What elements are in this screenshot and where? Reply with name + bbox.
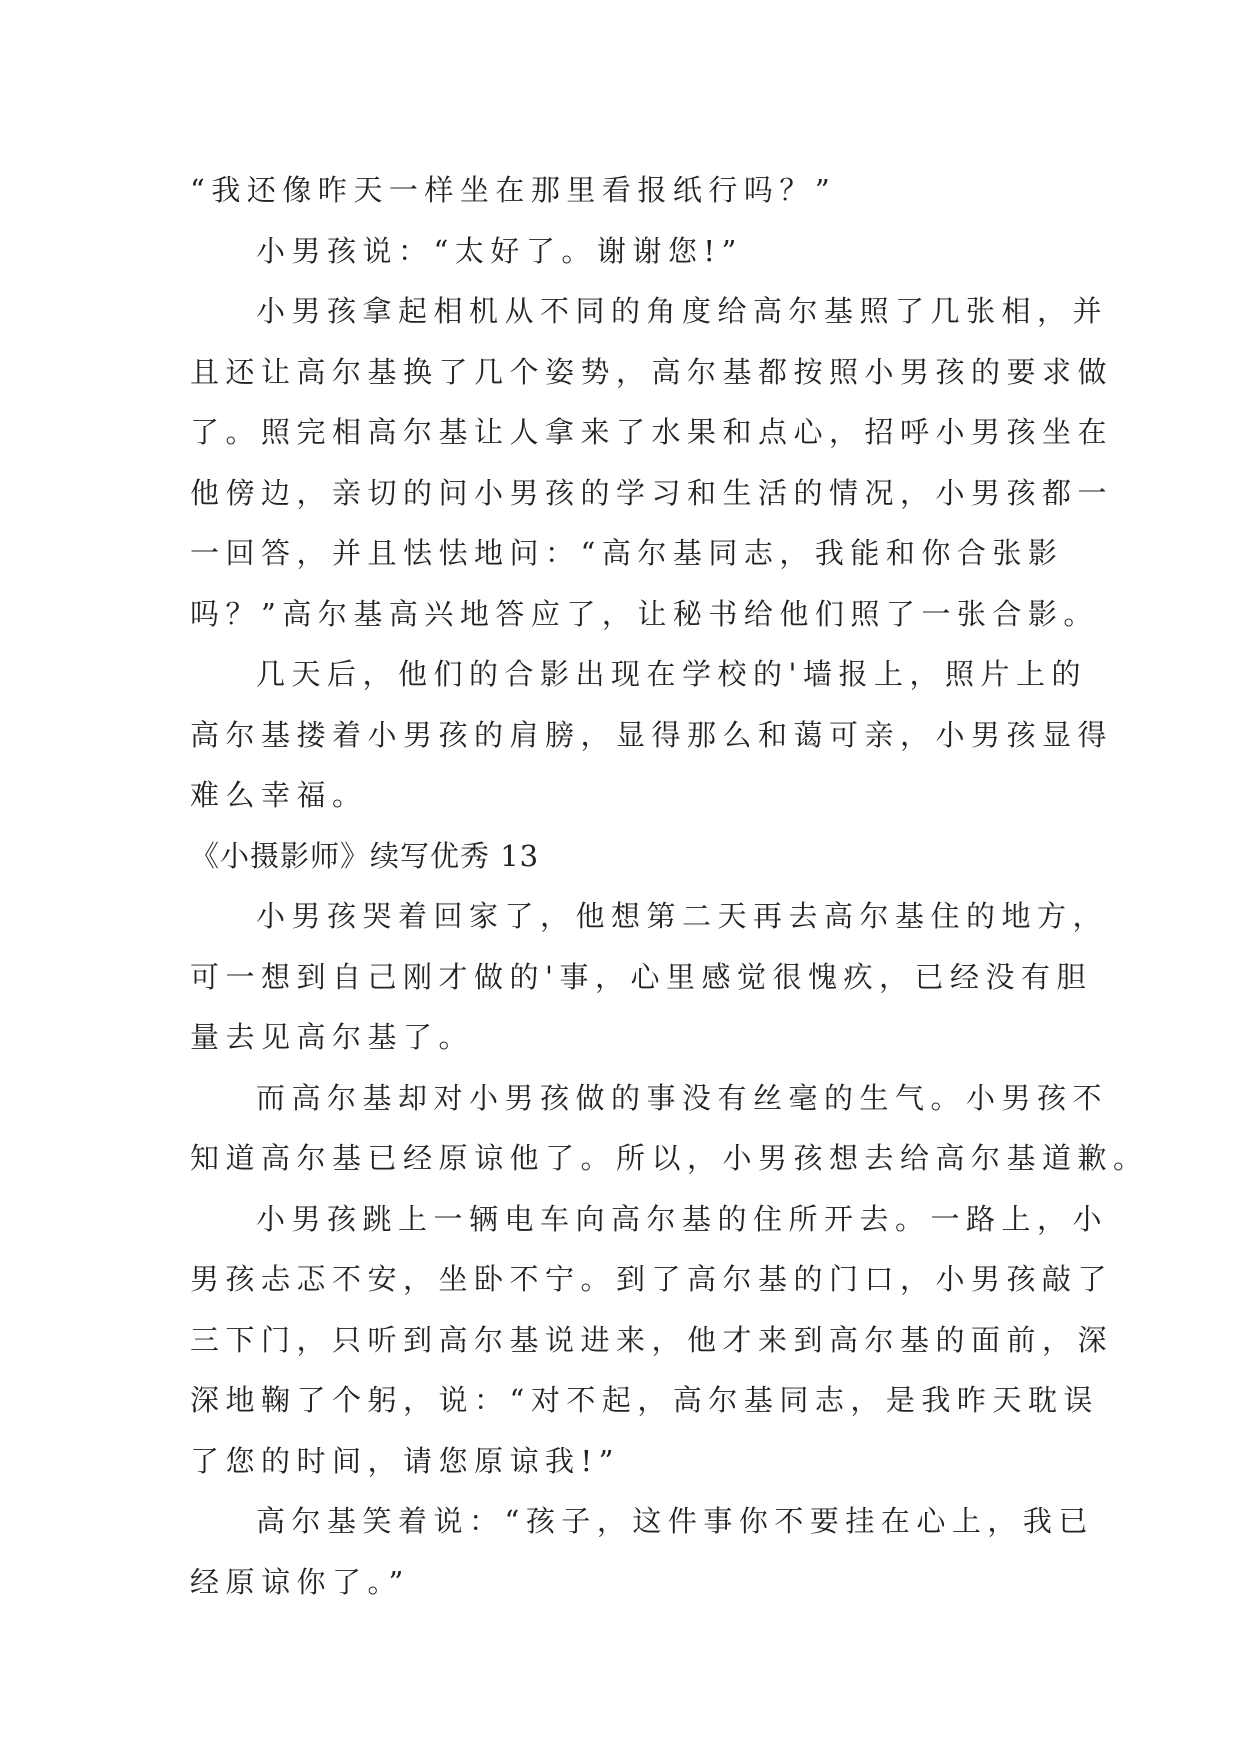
text-line: 小男孩拿起相机从不同的角度给高尔基照了几张相，并: [256, 294, 1109, 328]
text-line: 几天后，他们的合影出现在学校的'墙报上，照片上的: [256, 657, 1087, 691]
text-line: 小男孩跳上一辆电车向高尔基的住所开去。一路上，小: [256, 1201, 1109, 1236]
text-line: 了。照完相高尔基让人拿来了水果和点心，招呼小男孩坐在: [190, 415, 1114, 449]
text-line: 深地鞠了个躬，说：“对不起，高尔基同志，是我昨天耽误: [190, 1383, 1099, 1417]
text-line: 而高尔基却对小男孩做的事没有丝毫的生气。小男孩不: [256, 1080, 1109, 1115]
text-line: 吗？”高尔基高兴地答应了，让秘书给他们照了一张合影。: [190, 596, 1099, 631]
text-line: 且还让高尔基换了几个姿势，高尔基都按照小男孩的要求做: [190, 354, 1114, 389]
text-line: 三下门，只听到高尔基说进来，他才来到高尔基的面前，深: [190, 1322, 1114, 1357]
text-line: 经原谅你了。”: [190, 1564, 410, 1599]
text-line: 高尔基搂着小男孩的肩膀，显得那么和蔼可亲，小男孩显得: [190, 717, 1114, 752]
text-line: “我还像昨天一样坐在那里看报纸行吗？”: [190, 173, 837, 207]
text-line: 可一想到自己刚才做的'事，心里感觉很愧疚，已经没有胆: [190, 959, 1092, 994]
text-line: 小男孩哭着回家了，他想第二天再去高尔基住的地方，: [256, 899, 1109, 933]
text-line: 小男孩说：“太好了。谢谢您!”: [256, 233, 743, 268]
text-line: 男孩忐忑不安，坐卧不宁。到了高尔基的门口，小男孩敲了: [190, 1262, 1114, 1296]
text-line: 他傍边，亲切的问小男孩的学习和生活的情况，小男孩都一: [190, 475, 1114, 510]
text-line: 了您的时间，请您原谅我!”: [190, 1443, 620, 1478]
text-line: 高尔基笑着说：“孩子，这件事你不要挂在心上，我已: [256, 1504, 1094, 1538]
text-line: 量去见高尔基了。: [190, 1020, 475, 1054]
section-heading: 《小摄影师》续写优秀 13: [190, 838, 540, 873]
text-line: 一回答，并且怯怯地问：“高尔基同志，我能和你合张影: [190, 536, 1064, 570]
text-line: 知道高尔基已经原谅他了。所以，小男孩想去给高尔基道歉。: [190, 1141, 1149, 1175]
document-page: [190, 160, 1149, 1612]
text-line: 难么幸福。: [190, 778, 368, 812]
